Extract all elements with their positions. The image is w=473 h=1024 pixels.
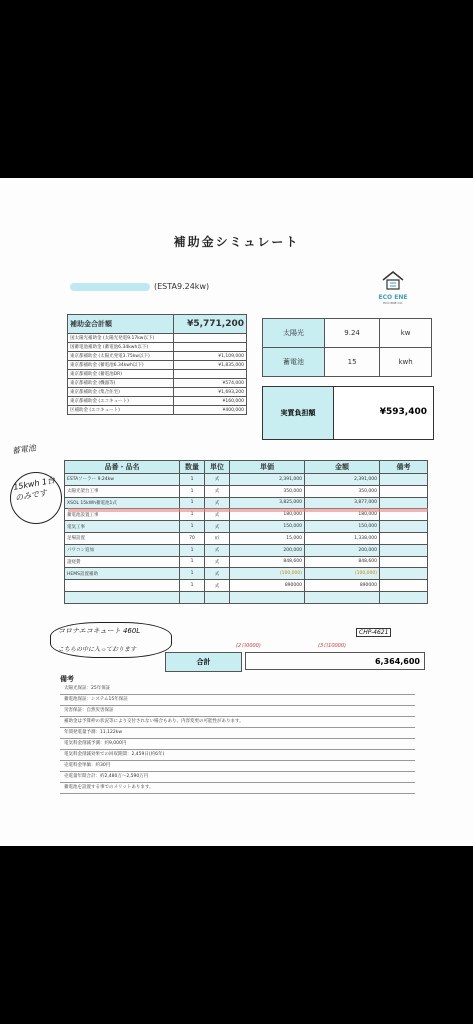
table-row: 1 式 890000 890000 (65, 580, 428, 592)
document-title: 補助金シミュレート (173, 235, 300, 249)
remark-line: 蓄電池を設置する事でのメリットあります。 (60, 783, 415, 794)
subsidy-row: 東京都補助金 (集合住宅) ¥1,693,200 (68, 388, 247, 397)
handwritten-note: 蓄電池 (11, 443, 37, 456)
subsidy-row: 東京都補助金 (蓄電池6.34kwh以下) ¥1,835,000 (68, 361, 247, 370)
subsidy-total-amount: ¥5,771,200 (173, 315, 246, 334)
remarks-list (60, 684, 415, 794)
spec-row-solar: 太陽光 9.24 kw (263, 319, 432, 348)
remark-line: 年間発電量予測：11,122kw (60, 728, 415, 739)
net-burden-amount: ¥593,400 (379, 407, 427, 417)
handwritten-note: (2日0000) (236, 643, 261, 649)
handwritten-note: (3日10000) (318, 643, 346, 649)
logo-sub: ECO ENE CO. (383, 301, 403, 305)
remark-line: 電気料金削減予測：約9,000円 (60, 739, 415, 750)
table-row: ESTAソーラー 9.24kw 1 式 2,391,000 2,391,000 (65, 474, 428, 486)
handwritten-circle (50, 622, 172, 658)
document-page (0, 178, 473, 846)
subsidy-row: 東京都補助金 (太陽光発電3.75kw以下) ¥1,109,000 (68, 352, 247, 361)
handwritten-note: 15kwh 1台のみです (12, 475, 56, 503)
net-burden-label: 実質負担額 (263, 387, 334, 439)
customer-suffix: (ESTA9.24kw) (154, 282, 210, 291)
remark-line: 蓄電池保証：システム15年保証 (60, 695, 415, 706)
net-burden-box (262, 386, 434, 440)
subsidy-row: 東京都補助金 (機器等) ¥574,000 (68, 379, 247, 388)
strikethrough-mark (68, 508, 428, 512)
remark-line: 売電料金単価：約30円 (60, 761, 415, 772)
remark-line: 太陽光保証：25年保証 (60, 684, 415, 695)
subsidy-row: 国蓄電池補助金 (蓄電池6.34kwh以下) (68, 343, 247, 352)
customer-name (70, 282, 209, 291)
table-row: XSOL 15kWh蓄電池1式 1 式 3,825,000 3,877,000 (65, 497, 428, 509)
company-logo (368, 270, 418, 305)
subsidy-row: 区補助金 (エコキュート) ¥400,000 (68, 406, 247, 415)
subsidy-total-label: 補助金合計額 (68, 315, 174, 334)
table-row: パワコン追加 1 式 200,000 200,000 (65, 544, 428, 556)
total-label: 合計 (165, 652, 242, 672)
table-row: 太陽光架台工事 1 式 350,000 350,000 (65, 485, 428, 497)
handwritten-note: コロナエコキュート 460L (58, 627, 141, 635)
table-row (65, 591, 428, 603)
house-icon (381, 270, 405, 290)
subsidy-table (67, 314, 247, 415)
logo-text: ECO ENE (378, 294, 408, 301)
table-row: HEMS設置補助 1 式 (100,000) (100,000) (65, 568, 428, 580)
remark-line: 災害保証：自然災害保証 (60, 706, 415, 717)
items-header: 品番・品名 数量 単位 単価 金額 備考 (65, 461, 428, 474)
subsidy-row: 国太陽光補助金 (太陽光発電9.17kw以下) (68, 334, 247, 343)
handwritten-note: こちらの中に入っております (58, 646, 137, 653)
spec-row-battery: 蓄電池 15 kwh (263, 348, 432, 377)
handwritten-note: CHP-4621 (356, 628, 391, 637)
remark-line: 売電量年間合計：約2,480万～2,590万円 (60, 772, 415, 783)
remarks-title: 備考 (60, 675, 74, 683)
table-row: 足場設置 70 ㎡ 15,000 1,338,000 (65, 532, 428, 544)
table-row: 電気工事 1 式 150,000 150,000 (65, 521, 428, 533)
redacted-name (70, 283, 150, 291)
subsidy-row: 東京都補助金 (蓄電池DR) (68, 370, 247, 379)
remark-line: 補助金は予算枠の状況等により交付されない場合もあり、内容変更の可能性があります。 (60, 717, 415, 728)
table-row: 諸経費 1 式 848,600 848,600 (65, 556, 428, 568)
total-amount: 6,364,600 (245, 652, 425, 670)
spec-table (262, 318, 432, 377)
total-box (165, 652, 427, 670)
items-table (64, 460, 428, 604)
table-row: 蓄電池設置工事 1 式 180,000 180,000 (65, 509, 428, 521)
subsidy-row: 東京都補助金 (エコキュート) ¥160,000 (68, 397, 247, 406)
remark-line: 電気料金削減効果での回収期間：2,459日(約6年) (60, 750, 415, 761)
